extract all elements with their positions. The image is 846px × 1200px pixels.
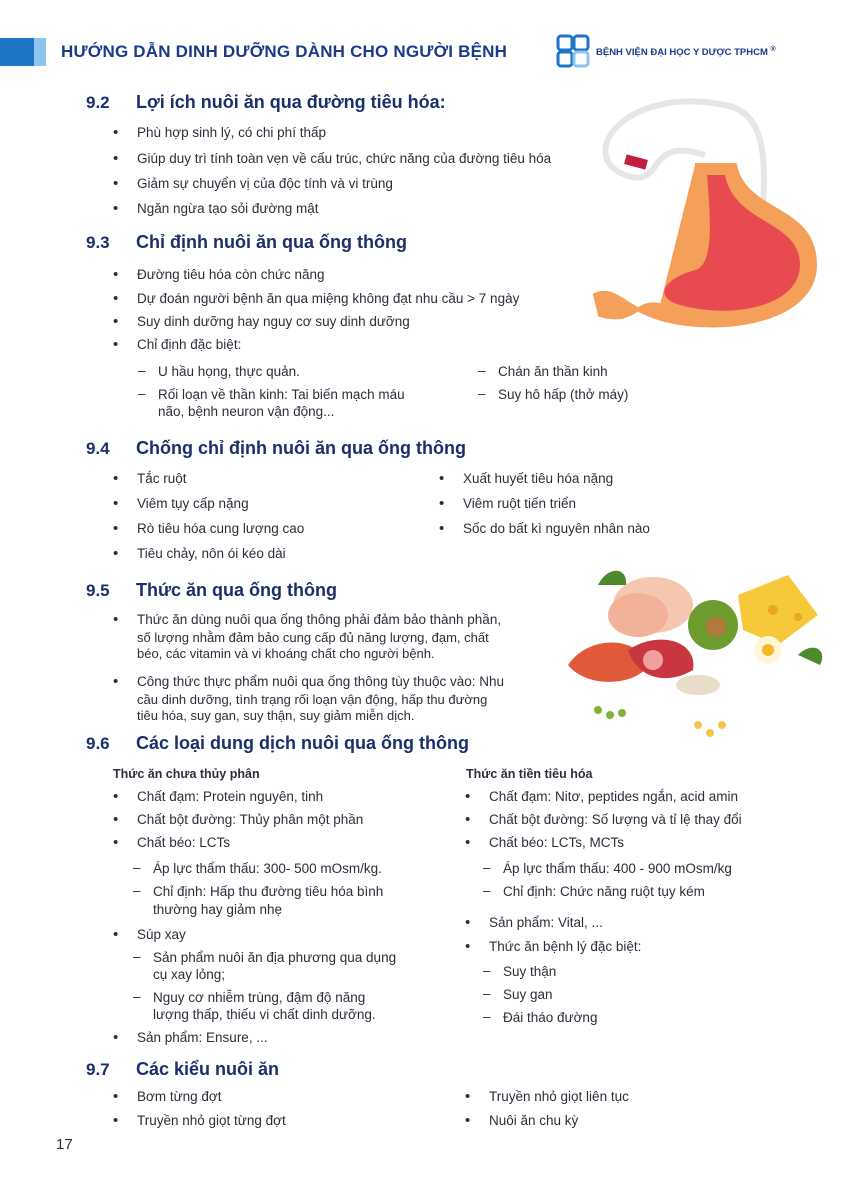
section-9-5-number: 9.5 <box>86 581 110 600</box>
section-9-5-title: Thức ăn qua ống thông <box>136 580 338 600</box>
column-heading-right: Thức ăn tiền tiêu hóa <box>466 767 593 781</box>
section-9-3-title: Chỉ định nuôi ăn qua ống thông <box>136 232 407 252</box>
list-item: • Tắc ruột <box>137 471 187 486</box>
paragraph-line: béo, các vitamin và vi khoáng chất cho người bệnh. <box>137 646 435 661</box>
page-number: 17 <box>56 1136 73 1153</box>
list-item: • Sản phẩm: Vital, ... <box>489 915 603 930</box>
section-9-2-title: Lợi ích nuôi ăn qua đường tiêu hóa: <box>136 92 446 112</box>
sub-list-item: – Sản phẩm nuôi ăn địa phương qua dụng <box>153 950 396 965</box>
section-9-2-number: 9.2 <box>86 93 110 112</box>
list-item: • Tiêu chảy, nôn ói kéo dài <box>137 546 286 561</box>
list-item: • Viêm ruột tiến triển <box>463 496 576 511</box>
food-illustration <box>558 555 836 755</box>
list-item: • Rò tiêu hóa cung lượng cao <box>137 521 304 536</box>
list-item: • Viêm tụy cấp nặng <box>137 496 249 511</box>
stomach-feeding-tube-illustration <box>585 95 825 335</box>
sub-list-item: – Chỉ định: Chức năng ruột tụy kém <box>503 884 705 899</box>
sub-list-item-continued: não, bệnh neuron vận động... <box>158 404 335 419</box>
document-title: HƯỚNG DẪN DINH DƯỠNG DÀNH CHO NGƯỜI BỆNH <box>61 42 508 61</box>
sub-list-item: – Chỉ định: Hấp thu đường tiêu hóa bình <box>153 884 383 899</box>
sub-list-item: – Nguy cơ nhiễm trùng, đậm độ năng <box>153 990 365 1005</box>
paragraph-line: tiêu hóa, suy gan, suy thận, suy giảm miễn dịch. <box>137 708 415 723</box>
list-item: • Đường tiêu hóa còn chức năng <box>137 267 325 282</box>
list-item: • Bơm từng đợt <box>137 1089 222 1104</box>
sub-list-item-continued: lượng thấp, thiếu vi chất dinh dưỡng. <box>153 1007 376 1022</box>
header-accent-bar-light <box>34 38 46 66</box>
section-9-4-number: 9.4 <box>86 439 110 458</box>
sub-list-item: – Áp lực thẩm thấu: 400 - 900 mOsm/kg <box>503 861 732 876</box>
sub-list-item: – Suy thận <box>503 964 556 979</box>
sub-list-item-continued: thường hay giảm nhẹ <box>153 902 282 917</box>
section-9-7-number: 9.7 <box>86 1060 110 1079</box>
hospital-logo-icon <box>556 34 590 68</box>
list-item: • Giúp duy trì tính toàn vẹn về cấu trúc, chức năng của đường tiêu hóa <box>137 151 551 166</box>
column-heading-left: Thức ăn chưa thủy phân <box>113 767 260 781</box>
list-item: • Chất đạm: Protein nguyên, tinh <box>137 789 323 804</box>
paragraph-line: • Công thức thực phẩm nuôi qua ống thông tùy thuộc vào: Nhu <box>137 674 504 689</box>
list-item: • Sản phẩm: Ensure, ... <box>137 1030 268 1045</box>
list-item: • Xuất huyết tiêu hóa nặng <box>463 471 613 486</box>
sub-list-item: – Suy gan <box>503 987 553 1002</box>
paragraph-line: số lượng nhằm đảm bảo cung cấp đủ năng lượng, đạm, chất <box>137 630 489 645</box>
list-item: • Chất béo: LCTs, MCTs <box>489 835 624 850</box>
list-item: • Súp xay <box>137 927 186 942</box>
section-9-4-title: Chống chỉ định nuôi ăn qua ống thông <box>136 438 466 458</box>
sub-list-item: – Rối loạn về thần kinh: Tai biến mạch máu <box>158 387 405 402</box>
sub-list-item: – Áp lực thẩm thấu: 300- 500 mOsm/kg. <box>153 861 382 876</box>
sub-list-item-continued: cụ xay lỏng; <box>153 967 226 982</box>
section-9-7-title: Các kiểu nuôi ăn <box>136 1059 280 1079</box>
section-9-3-number: 9.3 <box>86 233 110 252</box>
list-item: • Chỉ định đặc biệt: <box>137 337 241 352</box>
section-9-6-title: Các loại dung dịch nuôi qua ống thông <box>136 733 469 753</box>
sub-list-item: – Chán ăn thần kinh <box>498 364 608 379</box>
list-item: • Truyền nhỏ giọt liên tục <box>489 1089 629 1104</box>
section-9-6-number: 9.6 <box>86 734 110 753</box>
sub-list-item: – Suy hô hấp (thở máy) <box>498 387 628 402</box>
list-item: • Giảm sự chuyển vị của độc tính và vi trùng <box>137 176 393 191</box>
list-item: • Nuôi ăn chu kỳ <box>489 1113 578 1128</box>
list-item: • Chất đạm: Nitơ, peptides ngắn, acid amin <box>489 789 738 804</box>
list-item: • Dự đoán người bệnh ăn qua miệng không đạt nhu cầu > 7 ngày <box>137 291 519 306</box>
list-item: • Truyền nhỏ giọt từng đợt <box>137 1113 286 1128</box>
list-item: • Chất bột đường: Số lượng và tỉ lệ thay đổi <box>489 812 742 827</box>
list-item: • Ngăn ngừa tạo sỏi đường mật <box>137 201 319 216</box>
list-item: • Suy dinh dưỡng hay nguy cơ suy dinh dưỡng <box>137 314 410 329</box>
paragraph-line: • Thức ăn dùng nuôi qua ống thông phải đảm bảo thành phần, <box>137 612 501 627</box>
paragraph-line: cầu dinh dưỡng, tình trạng rối loạn vận động, hấp thu đường <box>137 692 488 707</box>
list-item: • Sốc do bất kì nguyên nhân nào <box>463 521 650 536</box>
sub-list-item: – U hầu họng, thực quản. <box>158 364 300 379</box>
hospital-name: BỆNH VIỆN ĐẠI HỌC Y DƯỢC TPHCM ® <box>596 46 776 59</box>
list-item: • Phù hợp sinh lý, có chi phí thấp <box>137 125 326 140</box>
list-item: • Chất béo: LCTs <box>137 835 230 850</box>
list-item: • Thức ăn bệnh lý đặc biệt: <box>489 939 641 954</box>
sub-list-item: – Đái tháo đường <box>503 1010 597 1025</box>
list-item: • Chất bột đường: Thủy phân một phần <box>137 812 363 827</box>
